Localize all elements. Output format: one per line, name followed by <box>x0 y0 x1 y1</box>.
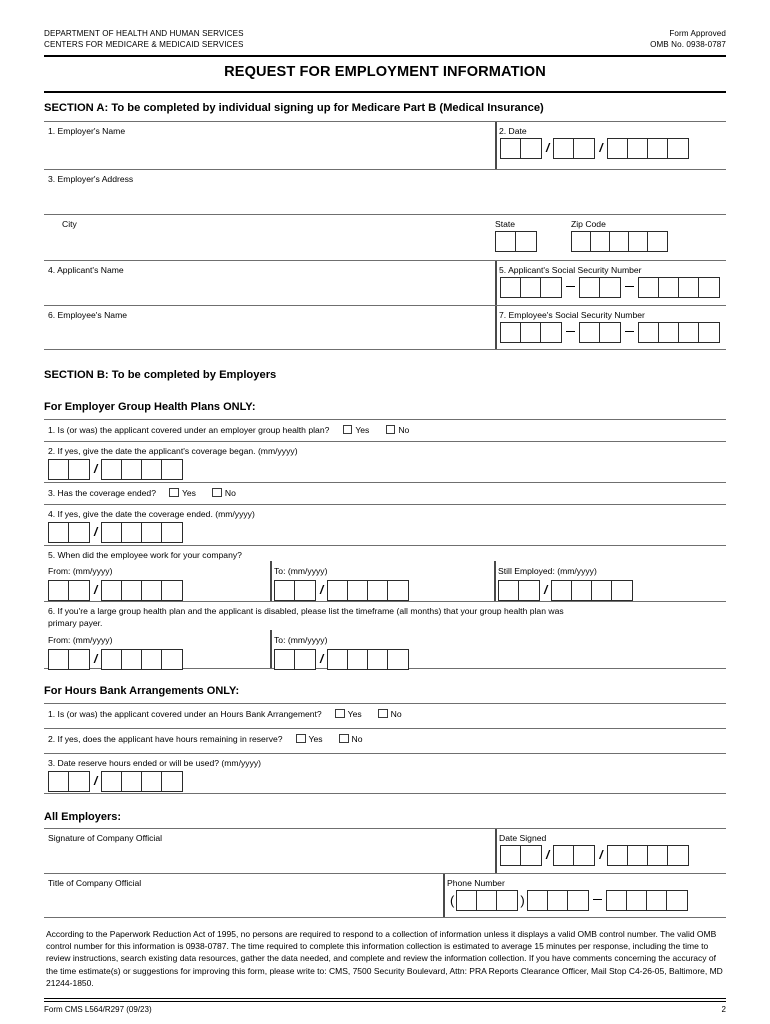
all-employers-heading: All Employers: <box>44 811 122 823</box>
date-separator-2: / <box>599 141 603 155</box>
b-q1-yes-label: Yes <box>355 425 370 435</box>
separator: / <box>94 774 98 788</box>
paren-close: ) <box>520 893 525 908</box>
ssn-dash-2 <box>625 286 634 288</box>
b-q5-from-cell <box>44 561 183 605</box>
phone-comb-group[interactable] <box>443 889 726 915</box>
row-signature-date-signed <box>44 828 726 873</box>
ssn-dash-1 <box>566 286 575 288</box>
b-q5-from-month-boxes[interactable] <box>48 580 90 601</box>
b-q5-to-month-boxes[interactable] <box>274 580 316 601</box>
hours-bank-q1-no-label: No <box>390 709 402 719</box>
form-sheet <box>44 28 726 1014</box>
date-separator-1: / <box>546 141 550 155</box>
row-employee-name-ssn <box>44 305 726 350</box>
phone-number-cell <box>443 874 726 917</box>
form-approved-label: Form Approved <box>669 29 726 38</box>
employee-ssn-comb-group[interactable] <box>495 321 726 347</box>
b-q1-no-option[interactable] <box>386 420 410 438</box>
title-of-official-label: Title of Company Official <box>48 878 142 888</box>
date-day-boxes[interactable] <box>553 138 595 159</box>
checkbox-icon[interactable] <box>335 709 345 719</box>
b-q6-to-year-boxes[interactable] <box>327 649 409 670</box>
phone-dash <box>593 899 602 901</box>
checkbox-icon[interactable] <box>296 734 306 744</box>
b-q4-year-boxes[interactable] <box>101 522 183 543</box>
date-comb-group[interactable] <box>495 137 726 163</box>
date-month-boxes[interactable] <box>500 138 542 159</box>
date-signed-label: Date Signed <box>499 833 547 843</box>
ssn-dash-2 <box>625 331 634 333</box>
section-b-heading <box>44 350 726 383</box>
applicant-ssn-group[interactable] <box>579 277 621 298</box>
b-q5-to-year-boxes[interactable] <box>327 580 409 601</box>
row-employer-name-date <box>44 121 726 169</box>
hours-bank-heading: For Hours Bank Arrangements ONLY: <box>44 685 240 697</box>
row-hours-bank-q2 <box>44 728 726 753</box>
date-signed-month-boxes[interactable] <box>500 845 542 866</box>
applicant-ssn-label: 5. Applicant's Social Security Number <box>499 265 642 275</box>
phone-area-code-boxes[interactable] <box>456 890 518 911</box>
section-b-label: SECTION B: <box>44 369 109 381</box>
employer-address-label: 3. Employer's Address <box>48 174 134 184</box>
b-q1-text: 1. Is (or was) the applicant covered under an employer group health plan? <box>48 425 330 435</box>
row-b-q1 <box>44 419 726 441</box>
ssn-dash-1 <box>566 331 575 333</box>
signature-label: Signature of Company Official <box>48 833 163 843</box>
employee-ssn-area[interactable] <box>500 322 562 343</box>
b-q6-text-line2: primary payer. <box>48 618 103 628</box>
b-q6-from-cell <box>44 630 183 674</box>
b-q2-separator: / <box>94 462 98 476</box>
state-boxes[interactable] <box>495 231 537 252</box>
phone-number-label: Phone Number <box>447 878 505 888</box>
hours-bank-q2-no-option[interactable] <box>339 729 363 747</box>
b-q4-month-boxes[interactable] <box>48 522 90 543</box>
section-a-description: To be completed by individual signing up for Medicare Part B (Medical Insurance) <box>108 102 544 114</box>
checkbox-icon[interactable] <box>378 709 388 719</box>
row-b-q5 <box>44 545 726 601</box>
b-q5-still-year-boxes[interactable] <box>551 580 633 601</box>
separator: / <box>94 652 98 666</box>
hours-bank-q1-yes-label: Yes <box>347 709 362 719</box>
agency-center-line: CENTERS FOR MEDICARE & MEDICAID SERVICES <box>44 40 244 49</box>
b-q2-text: 2. If yes, give the date the applicant's coverage began. (mm/yyyy) <box>48 446 298 456</box>
checkbox-icon[interactable] <box>343 425 353 435</box>
checkbox-icon[interactable] <box>386 425 396 435</box>
agency-identification <box>44 28 244 50</box>
omb-approval-block <box>650 28 726 50</box>
footer-divider-thick <box>44 998 726 999</box>
hours-bank-q3-month-boxes[interactable] <box>48 771 90 792</box>
row-city-state-zip <box>44 214 726 260</box>
footer-row <box>44 1002 726 1014</box>
b-q6-from-month-boxes[interactable] <box>48 649 90 670</box>
city-label: City <box>62 219 77 229</box>
b-q1-no-label: No <box>398 425 410 435</box>
b-q3-yes-label: Yes <box>181 488 196 498</box>
hours-bank-q3-year-boxes[interactable] <box>101 771 183 792</box>
separator: / <box>320 652 324 666</box>
hours-bank-q1-text: 1. Is (or was) the applicant covered under an Hours Bank Arrangement? <box>48 709 322 719</box>
employee-ssn-group[interactable] <box>579 322 621 343</box>
date-signed-cell <box>495 829 726 873</box>
omb-number: OMB No. 0938-0787 <box>650 40 726 49</box>
b-q4-separator: / <box>94 525 98 539</box>
agency-department-line: DEPARTMENT OF HEALTH AND HUMAN SERVICES <box>44 29 244 38</box>
b-q5-to-cell <box>270 561 409 605</box>
paren-open: ( <box>450 893 455 908</box>
b-q3-text: 3. Has the coverage ended? <box>48 488 156 498</box>
hours-bank-q2-no-label: No <box>351 734 363 744</box>
row-hours-bank-q3 <box>44 753 726 794</box>
state-comb-group[interactable] <box>495 230 537 256</box>
date-signed-year-boxes[interactable] <box>607 845 689 866</box>
phone-line-boxes[interactable] <box>606 890 688 911</box>
zip-cell <box>571 215 668 256</box>
date-cell <box>495 122 726 169</box>
row-applicant-name-ssn <box>44 260 726 305</box>
row-b-q2 <box>44 441 726 482</box>
separator: / <box>546 848 550 862</box>
applicant-ssn-area[interactable] <box>500 277 562 298</box>
group-health-plans-heading: For Employer Group Health Plans ONLY: <box>44 401 256 413</box>
b-q6-from-year-boxes[interactable] <box>101 649 183 670</box>
date-signed-day-boxes[interactable] <box>553 845 595 866</box>
b-q5-still-employed-label: Still Employed: (mm/yyyy) <box>498 566 597 576</box>
b-q6-to-month-boxes[interactable] <box>274 649 316 670</box>
row-b-q3 <box>44 482 726 504</box>
phone-prefix-boxes[interactable] <box>527 890 589 911</box>
b-q5-still-month-boxes[interactable] <box>498 580 540 601</box>
section-a-heading <box>44 93 726 121</box>
date-signed-comb-group[interactable] <box>495 844 726 870</box>
employee-ssn-serial[interactable] <box>638 322 720 343</box>
section-a-label: SECTION A: <box>44 102 109 114</box>
hours-bank-q2-yes-option[interactable] <box>296 729 323 747</box>
b-q3-no-label: No <box>224 488 236 498</box>
b-q5-still-employed-cell <box>494 561 633 605</box>
b-q6-text-line1: 6. If you're a large group health plan and the applicant is disabled, please list the timeframe (all months) that your group health plan was <box>48 606 564 616</box>
checkbox-icon[interactable] <box>169 488 179 498</box>
b-q6-from-label: From: (mm/yyyy) <box>48 635 113 645</box>
b-q5-from-label: From: (mm/yyyy) <box>48 566 113 576</box>
applicant-ssn-serial[interactable] <box>638 277 720 298</box>
b-q5-to-label: To: (mm/yyyy) <box>274 566 328 576</box>
applicant-ssn-cell <box>495 261 726 305</box>
zip-comb-group[interactable] <box>571 230 668 256</box>
b-q5-text: 5. When did the employee work for your company? <box>48 550 242 560</box>
state-cell <box>495 215 537 256</box>
b-q6-to-label: To: (mm/yyyy) <box>274 635 328 645</box>
employee-ssn-label: 7. Employee's Social Security Number <box>499 310 645 320</box>
b-q1-yes-option[interactable] <box>343 420 370 438</box>
row-title-phone <box>44 873 726 918</box>
employee-name-label: 6. Employee's Name <box>48 310 128 320</box>
b-q2-month-boxes[interactable] <box>48 459 90 480</box>
page-title: REQUEST FOR EMPLOYMENT INFORMATION <box>224 64 546 80</box>
row-employer-address <box>44 169 726 214</box>
paperwork-reduction-act-notice: According to the Paperwork Reduction Act of 1995, no persons are required to respond to a collection of information unless it displays a valid OMB control number. The valid OMB control number for this information is 0938-0787. The time required to complete this information collection is estimated to average 15 minutes per response, including the time to review instructions, search existing data resources, gather the data needed, and complete and review the information collection. If you have comments concerning the accuracy of the time estimate(s) or suggestions for improving this form, please write to: CMS, 7500 Security Boulevard, Attn: PRA Reports Clearance Officer, Mail Stop C4-26-05, Baltimore, MD 21244-1850. <box>46 929 723 988</box>
page-number: 2 <box>721 1004 726 1014</box>
section-b-description: To be completed by Employers <box>108 369 277 381</box>
state-label: State <box>495 219 516 229</box>
hours-bank-q2-text: 2. If yes, does the applicant have hours remaining in reserve? <box>48 734 283 744</box>
row-b-q4 <box>44 504 726 545</box>
separator: / <box>94 583 98 597</box>
applicant-name-label: 4. Applicant's Name <box>48 265 124 275</box>
document-header <box>44 28 726 50</box>
b-q6-from-comb-group[interactable] <box>44 648 183 674</box>
applicant-ssn-comb-group[interactable] <box>495 276 726 302</box>
hours-bank-q1-no-option[interactable] <box>378 704 402 722</box>
b-q3-yes-option[interactable] <box>169 483 196 501</box>
date-year-boxes[interactable] <box>607 138 689 159</box>
row-b-q6 <box>44 601 726 669</box>
b-q4-text: 4. If yes, give the date the coverage ended. (mm/yyyy) <box>48 509 255 519</box>
date-label: 2. Date <box>499 126 527 136</box>
separator: / <box>599 848 603 862</box>
employee-ssn-cell <box>495 306 726 349</box>
b-q4-comb-group[interactable] <box>44 520 726 547</box>
hours-bank-q3-comb-group[interactable] <box>44 769 726 796</box>
separator: / <box>544 583 548 597</box>
row-hours-bank-q1 <box>44 703 726 728</box>
b-q6-to-comb-group[interactable] <box>270 648 409 674</box>
b-q5-from-year-boxes[interactable] <box>101 580 183 601</box>
b-q2-year-boxes[interactable] <box>101 459 183 480</box>
b-q2-comb-group[interactable] <box>44 457 726 484</box>
employer-name-label: 1. Employer's Name <box>48 126 126 136</box>
zip-code-label: Zip Code <box>571 219 606 229</box>
hours-bank-q1-yes-option[interactable] <box>335 704 362 722</box>
hours-bank-q3-text: 3. Date reserve hours ended or will be used? (mm/yyyy) <box>48 758 262 768</box>
form-identifier: Form CMS L564/R297 (09/23) <box>44 1004 152 1014</box>
hours-bank-q2-yes-label: Yes <box>308 734 323 744</box>
b-q6-to-cell <box>270 630 409 674</box>
b-q3-no-option[interactable] <box>212 483 236 501</box>
checkbox-icon[interactable] <box>339 734 349 744</box>
zip-boxes[interactable] <box>571 231 668 252</box>
separator: / <box>320 583 324 597</box>
checkbox-icon[interactable] <box>212 488 222 498</box>
